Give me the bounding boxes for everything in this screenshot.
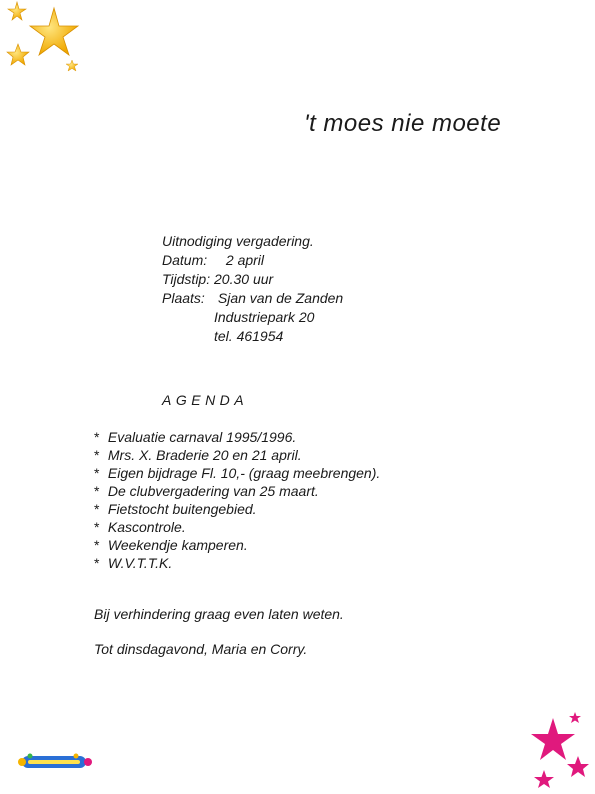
date-row <box>162 251 343 270</box>
bullet-icon: * <box>94 537 100 553</box>
star-icon <box>567 756 589 777</box>
agenda-item: * Eigen bijdrage Fl. 10,- (graag meebrengen). <box>94 465 381 481</box>
agenda-item: * Evaluatie carnaval 1995/1996. <box>94 429 297 445</box>
closing-line-2: Tot dinsdagavond, Maria en Corry. <box>94 641 308 657</box>
star-icon <box>8 2 26 20</box>
star-icon <box>7 44 29 65</box>
place-row <box>162 289 343 308</box>
place-value: Sjan van de Zanden <box>217 290 344 306</box>
bullet-icon: * <box>94 555 100 571</box>
pink-stars-icon <box>520 708 595 794</box>
date-value: 2 april <box>225 252 265 268</box>
time-value: 20.30 uur <box>214 271 274 287</box>
agenda-heading: AGENDA <box>162 392 249 408</box>
bullet-icon: * <box>94 519 100 535</box>
star-icon <box>66 60 78 71</box>
invitation-heading: Uitnodiging vergadering. <box>162 233 314 249</box>
bullet-icon: * <box>94 501 100 517</box>
agenda-item: * W.V.T.T.K. <box>94 555 173 571</box>
gold-stars-icon <box>0 0 100 80</box>
time-row <box>162 270 343 289</box>
closing-line-1: Bij verhindering graag even laten weten. <box>94 606 344 622</box>
phone-line: tel. 461954 <box>214 328 284 344</box>
bullet-icon: * <box>94 447 100 463</box>
agenda-item: * Mrs. X. Braderie 20 en 21 april. <box>94 447 302 463</box>
star-icon <box>534 770 554 788</box>
star-icon <box>531 718 575 760</box>
logo-icon <box>16 752 94 772</box>
star-icon <box>569 712 581 723</box>
agenda-list <box>94 428 380 572</box>
address-line: Industriepark 20 <box>214 309 315 325</box>
agenda-item: * Kascontrole. <box>94 519 186 535</box>
place-label: Plaats: <box>162 290 205 306</box>
letter-title: 't moes nie moete <box>304 110 502 137</box>
agenda-item: * Weekendje kamperen. <box>94 537 248 553</box>
bullet-icon: * <box>94 483 100 499</box>
time-label: Tijdstip: <box>162 271 211 287</box>
meeting-info <box>162 232 343 346</box>
star-icon <box>30 8 78 55</box>
agenda-item: * De clubvergadering van 25 maart. <box>94 483 319 499</box>
bullet-icon: * <box>94 429 100 445</box>
bullet-icon: * <box>94 465 100 481</box>
agenda-item: * Fietstocht buitengebied. <box>94 501 257 517</box>
date-label: Datum: <box>162 252 208 268</box>
